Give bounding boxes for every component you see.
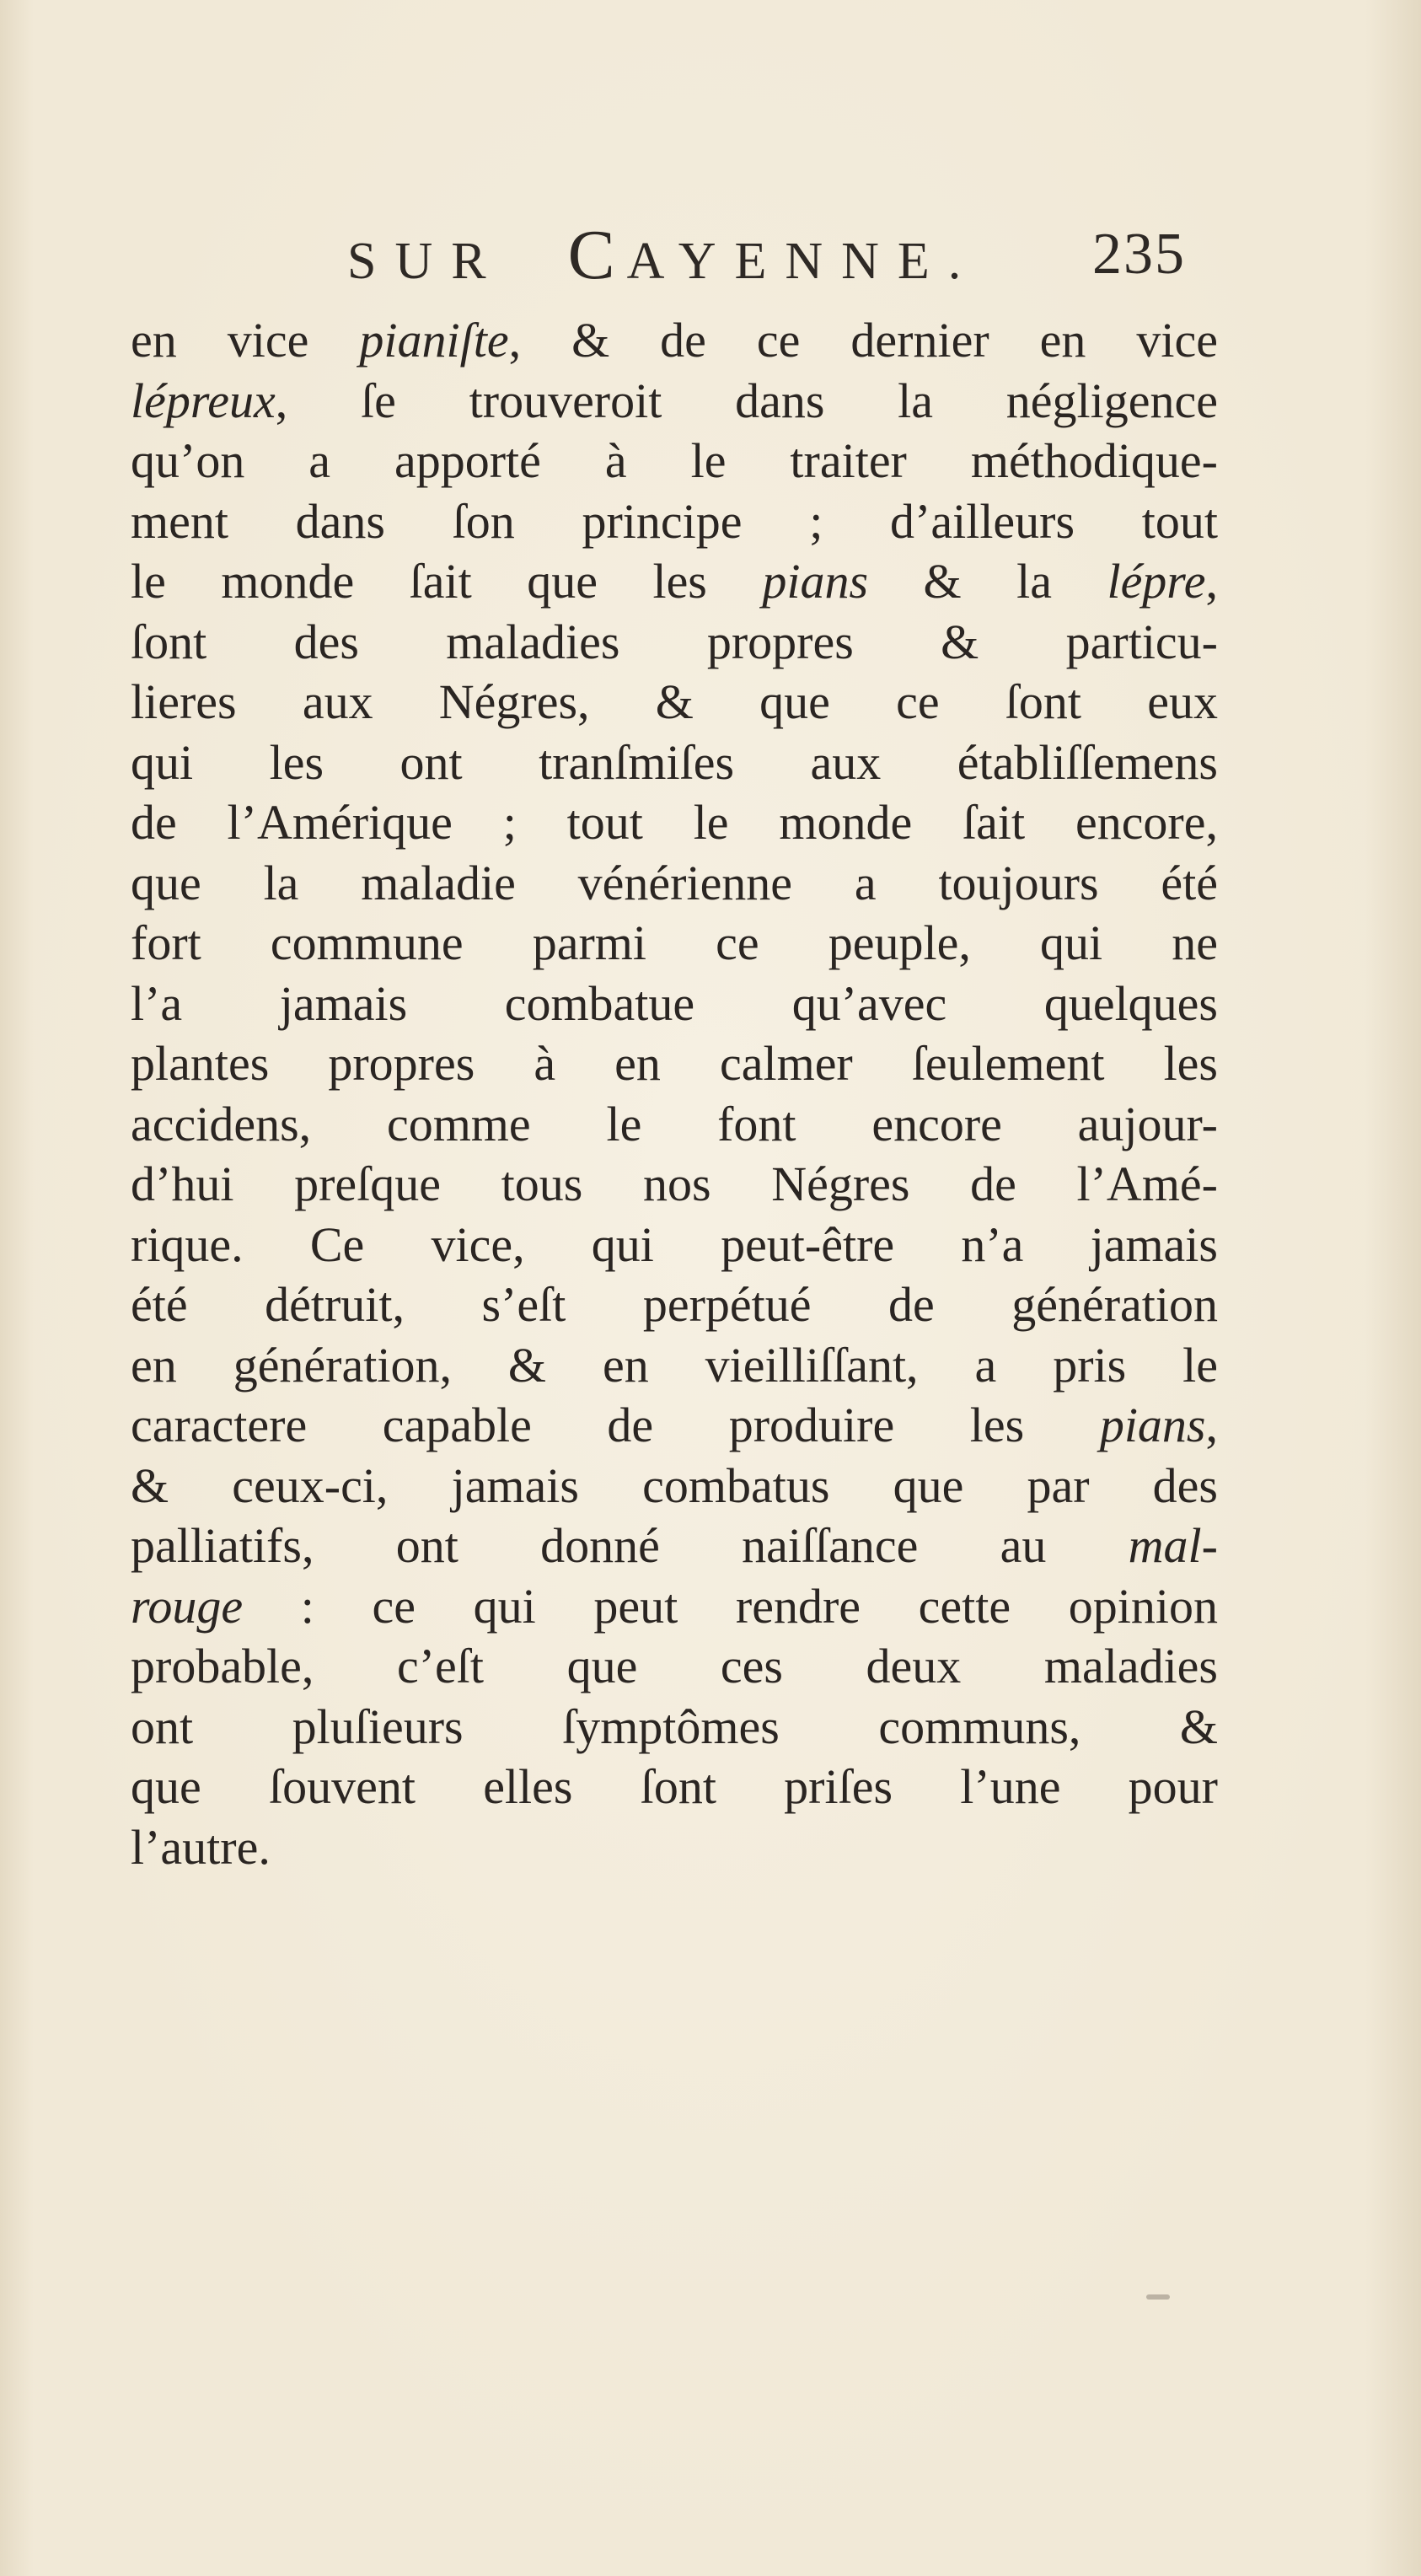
- text-segment: fort commune parmi ce peuple, qui ne: [131, 915, 1218, 970]
- text-line: [131, 1154, 1218, 1215]
- text-segment: que la maladie vénérienne a toujours été: [131, 855, 1218, 910]
- text-line: [131, 1576, 1218, 1637]
- text-segment: plantes propres à en calmer ſeulement les: [131, 1036, 1218, 1091]
- running-head-word-cayenne: AYENNE.: [626, 233, 980, 290]
- text-line: [131, 672, 1218, 733]
- text-line: [131, 1636, 1218, 1697]
- text-line: [131, 310, 1218, 371]
- text-segment: d’hui preſque tous nos Négres de l’Amé-: [131, 1157, 1218, 1211]
- italic-term: mal-: [1128, 1518, 1218, 1573]
- text-line: [131, 551, 1218, 612]
- body-text: [131, 310, 1218, 1877]
- text-line: [131, 612, 1218, 673]
- text-segment: , & de ce dernier en vice: [508, 313, 1219, 368]
- text-segment: de l’Amérique ; tout le monde ſait encore,: [131, 795, 1218, 850]
- text-line: [131, 1757, 1218, 1817]
- text-segment: , ſe trouveroit dans la négligence: [275, 373, 1218, 428]
- text-segment: probable, c’eſt que ces deux maladies: [131, 1639, 1218, 1693]
- text-segment: en vice: [131, 313, 360, 368]
- running-head: [347, 214, 979, 296]
- text-segment: caractere capable de produire les: [131, 1398, 1100, 1452]
- text-segment: rique. Ce vice, qui peut-être n’a jamais: [131, 1216, 1218, 1272]
- italic-term: lépre: [1107, 554, 1206, 609]
- text-line: [131, 1275, 1218, 1335]
- italic-term: pians: [1099, 1398, 1206, 1452]
- page-number: 235: [1092, 222, 1186, 287]
- text-segment: ont pluſieurs ſymptômes communs, &: [131, 1699, 1218, 1754]
- text-segment: été détruit, s’eſt perpétué de génération: [131, 1277, 1218, 1332]
- page-header: [0, 204, 1421, 297]
- text-segment: qui les ont tranſmiſes aux établiſſemens: [131, 734, 1218, 790]
- text-line: [131, 1215, 1218, 1275]
- text-line: [131, 974, 1218, 1034]
- italic-term: lépreux: [131, 373, 276, 428]
- text-segment: que ſouvent elles ſont priſes l’une pour: [131, 1759, 1218, 1814]
- text-segment: ,: [1205, 554, 1218, 609]
- italic-term: rouge: [131, 1578, 244, 1634]
- text-segment: en génération, & en vieilliſſant, a pris le: [131, 1337, 1218, 1393]
- text-line: [131, 371, 1218, 432]
- text-line: [131, 733, 1218, 793]
- text-segment: qu’on a apporté à le traiter méthodique-: [131, 433, 1218, 488]
- text-segment: lieres aux Négres, & que ce ſont eux: [131, 674, 1218, 729]
- text-line: [131, 792, 1218, 853]
- text-line: [131, 491, 1218, 552]
- text-line: [131, 431, 1218, 491]
- text-line: [131, 1395, 1218, 1456]
- text-segment: : ce qui peut rendre cette opinion: [243, 1578, 1218, 1634]
- text-line: [131, 1094, 1218, 1155]
- text-segment: le monde ſait que les: [131, 554, 763, 609]
- running-head-word-sur: SUR: [347, 233, 505, 290]
- text-line: [131, 853, 1218, 914]
- text-segment: l’autre.: [131, 1819, 271, 1875]
- text-segment: & ceux-ci, jamais combatus que par des: [131, 1457, 1218, 1513]
- text-line: [131, 1817, 1218, 1878]
- text-line: [131, 1033, 1218, 1094]
- text-line: [131, 1335, 1218, 1396]
- running-head-initial: C: [567, 216, 627, 294]
- italic-term: pianiſte: [359, 313, 509, 368]
- text-line: [131, 1516, 1218, 1576]
- text-segment: palliatifs, ont donné naiſſance au: [131, 1518, 1129, 1573]
- text-segment: ,: [1205, 1398, 1218, 1452]
- text-segment: & la: [868, 554, 1107, 609]
- text-segment: accidens, comme le font encore aujour-: [131, 1096, 1218, 1151]
- text-segment: ment dans ſon principe ; d’ailleurs tout: [131, 493, 1218, 549]
- text-line: [131, 1456, 1218, 1516]
- italic-term: pians: [762, 554, 869, 609]
- text-segment: ſont des maladies propres & particu-: [131, 614, 1218, 669]
- text-line: [131, 913, 1218, 974]
- ink-smudge: [1146, 2294, 1170, 2300]
- text-segment: l’a jamais combatue qu’avec quelques: [131, 975, 1218, 1031]
- text-line: [131, 1697, 1218, 1758]
